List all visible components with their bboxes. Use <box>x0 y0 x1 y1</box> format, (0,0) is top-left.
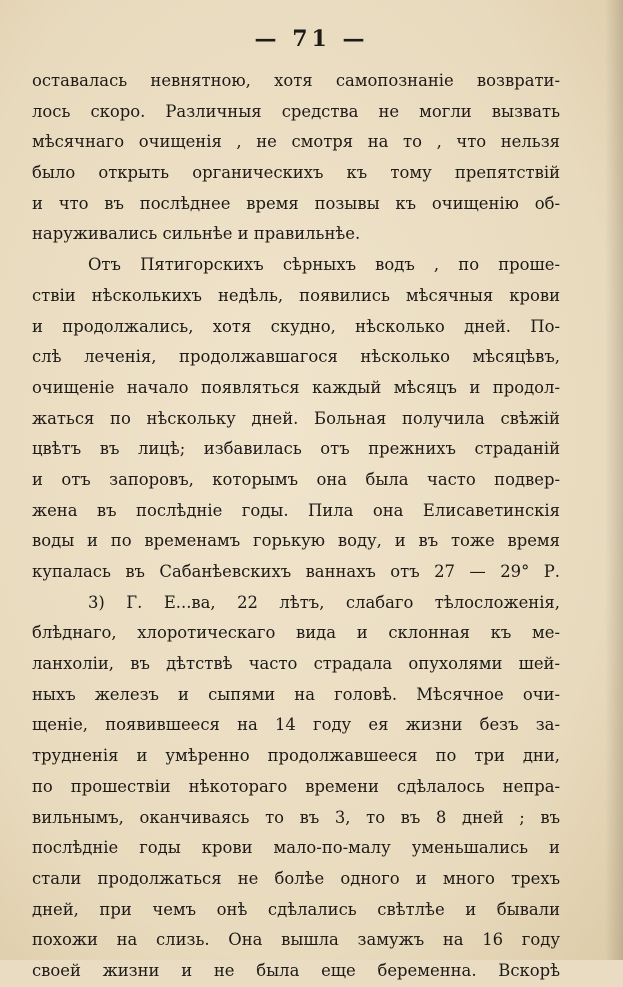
text-line: вильнымъ, оканчиваясь то въ 3, то въ 8 дней ; въ <box>32 807 560 827</box>
text-line: слѣ леченія, продолжавшагося нѣсколько мѣсяцѣвъ, <box>32 347 560 367</box>
text-line: ствіи нѣсколькихъ недѣль, появились мѣсячныя крови <box>32 285 560 305</box>
text-line: блѣднаго, хлоротическаго вида и склонная къ ме- <box>32 623 560 643</box>
text-line: было открыть органическихъ къ тому препятствій <box>32 163 560 183</box>
text-line: послѣдніе годы крови мало-по-малу уменьшались и <box>32 838 560 858</box>
text-line: очищеніе начало появляться каждый мѣсяцъ и продол- <box>32 377 560 397</box>
text-line: Отъ Пятигорскихъ сѣрныхъ водъ , по проше- <box>88 255 560 275</box>
text-line: цвѣтъ въ лицѣ; избавилась отъ прежнихъ страданій <box>32 439 560 459</box>
text-line: щеніе, появившееся на 14 году ея жизни безъ за- <box>32 715 560 735</box>
text-line: воды и по временамъ горькую воду, и въ тоже время <box>32 531 560 551</box>
text-line: мѣсячнаго очищенія , не смотря на то , что нельзя <box>32 132 560 152</box>
text-line: жена въ послѣдніе годы. Пила она Елисаветинскія <box>32 500 560 520</box>
binding-shadow <box>605 0 623 960</box>
text-line: лось скоро. Различныя средства не могли вызвать <box>32 101 560 121</box>
text-line: и продолжались, хотя скудно, нѣсколько дней. По- <box>32 316 560 336</box>
text-line: своей жизни и не была еще беременна. Вскорѣ <box>32 960 560 980</box>
page-number: — 71 — <box>254 26 369 52</box>
text-line: оставалась невнятною, хотя самопознаніе возврати- <box>32 71 560 90</box>
text-line: купалась въ Сабанѣевскихъ ваннахъ отъ 27 — 29° Р. <box>32 562 560 581</box>
text-line: дней, при чемъ онѣ сдѣлались свѣтлѣе и бывали <box>32 899 560 919</box>
text-line: 3) Г. Е...ва, 22 лѣтъ, слабаго тѣлосложенія, <box>88 592 560 612</box>
text-line: жаться по нѣскольку дней. Больная получила свѣжій <box>32 408 560 428</box>
text-line: по прошествіи нѣкотораго времени сдѣлалось непра- <box>32 776 560 796</box>
text-line: трудненія и умѣренно продолжавшееся по три дни, <box>32 746 560 766</box>
text-line: ланхоліи, въ дѣтствѣ часто страдала опухолями шей- <box>32 654 560 674</box>
text-line: стали продолжаться не болѣе одного и много трехъ <box>32 868 560 888</box>
text-line: и что въ послѣднее время позывы къ очищенію об- <box>32 193 560 213</box>
body-text <box>32 66 560 987</box>
text-line: похожи на слизь. Она вышла замужъ на 16 году <box>32 930 560 950</box>
text-line: и отъ запоровъ, которымъ она была часто подвер- <box>32 469 560 489</box>
text-line: наруживались сильнѣе и правильнѣе. <box>32 224 361 244</box>
text-line: ныхъ железъ и сыпями на головѣ. Мѣсячное очи- <box>32 684 560 704</box>
